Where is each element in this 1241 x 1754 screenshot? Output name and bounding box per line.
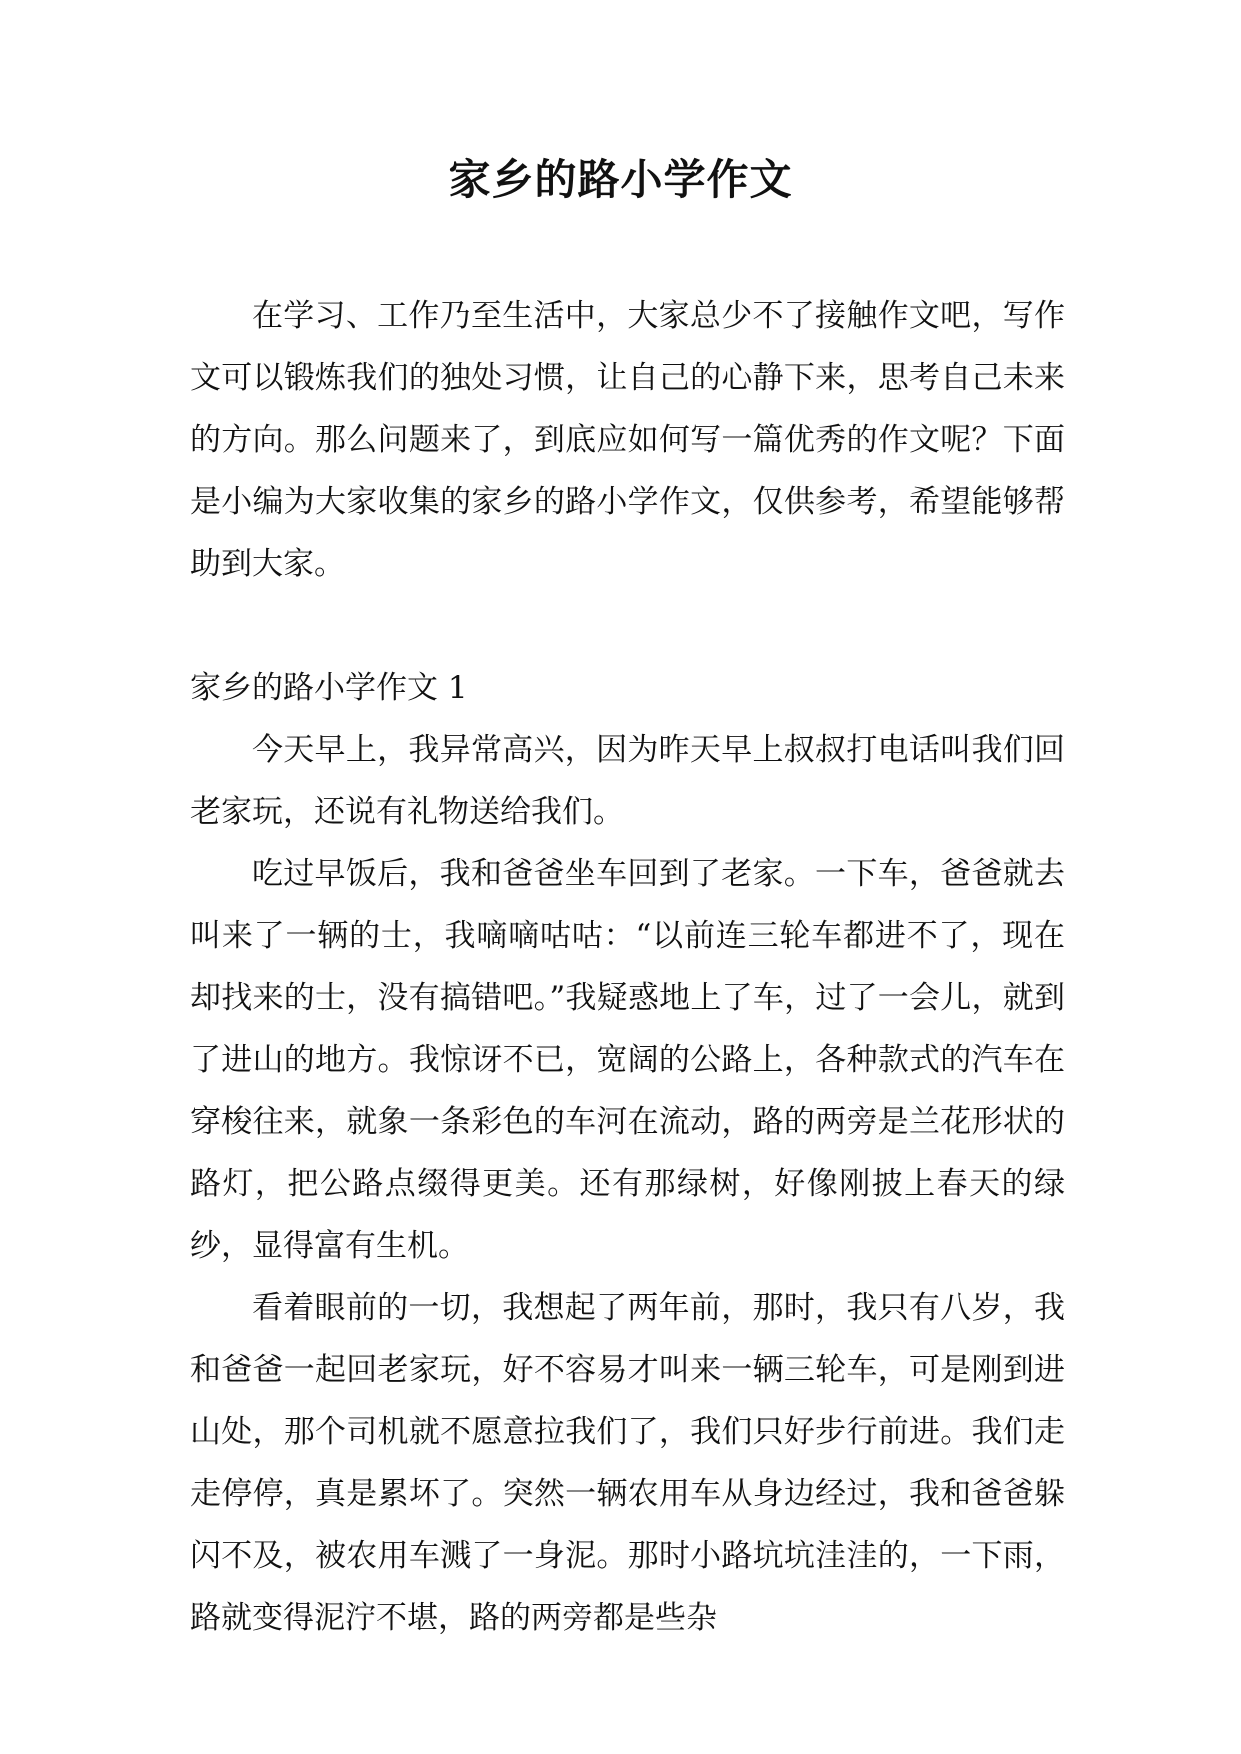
document-title: 家乡的路小学作文 [448, 155, 793, 204]
paragraph-spacer [190, 595, 1065, 657]
body-paragraph-3: 看着眼前的一切，我想起了两年前，那时，我只有八岁，我和爸爸一起回老家玩，好不容易才叫来一辆三轮车，可是刚到进山处，那个司机就不愿意拉我们了，我们只好步行前进。我们走走停停，真是累坏了。突然一辆农用车从身边经过，我和爸爸躲闪不及，被农用车溅了一身泥。那时小路坑坑洼洼的，一下雨，路就变得泥泞不堪，路的两旁都是些杂 [190, 1290, 1065, 1636]
intro-paragraph: 在学习、工作乃至生活中，大家总少不了接触作文吧，写作文可以锻炼我们的独处习惯，让自己的心静下来，思考自己未来的方向。那么问题来了，到底应如何写一篇优秀的作文呢？下面是小编为大家收集的家乡的路小学作文，仅供参考，希望能够帮助到大家。 [190, 298, 1065, 582]
document-body [190, 285, 1065, 1649]
body-paragraph-2: 吃过早饭后，我和爸爸坐车回到了老家。一下车，爸爸就去叫来了一辆的士，我嘀嘀咕咕：“以前连三轮车都进不了，现在却找来的士，没有搞错吧。”我疑惑地上了车，过了一会儿，就到了进山的地方。我惊讶不已，宽阔的公路上，各种款式的汽车在穿梭往来，就象一条彩色的车河在流动，路的两旁是兰花形状的路灯，把公路点缀得更美。还有那绿树，好像刚披上春天的绿纱，显得富有生机。 [190, 856, 1065, 1264]
body-paragraph-1: 今天早上，我异常高兴，因为昨天早上叔叔打电话叫我们回老家玩，还说有礼物送给我们。 [190, 732, 1065, 830]
section-heading: 家乡的路小学作文 1 [190, 670, 468, 706]
